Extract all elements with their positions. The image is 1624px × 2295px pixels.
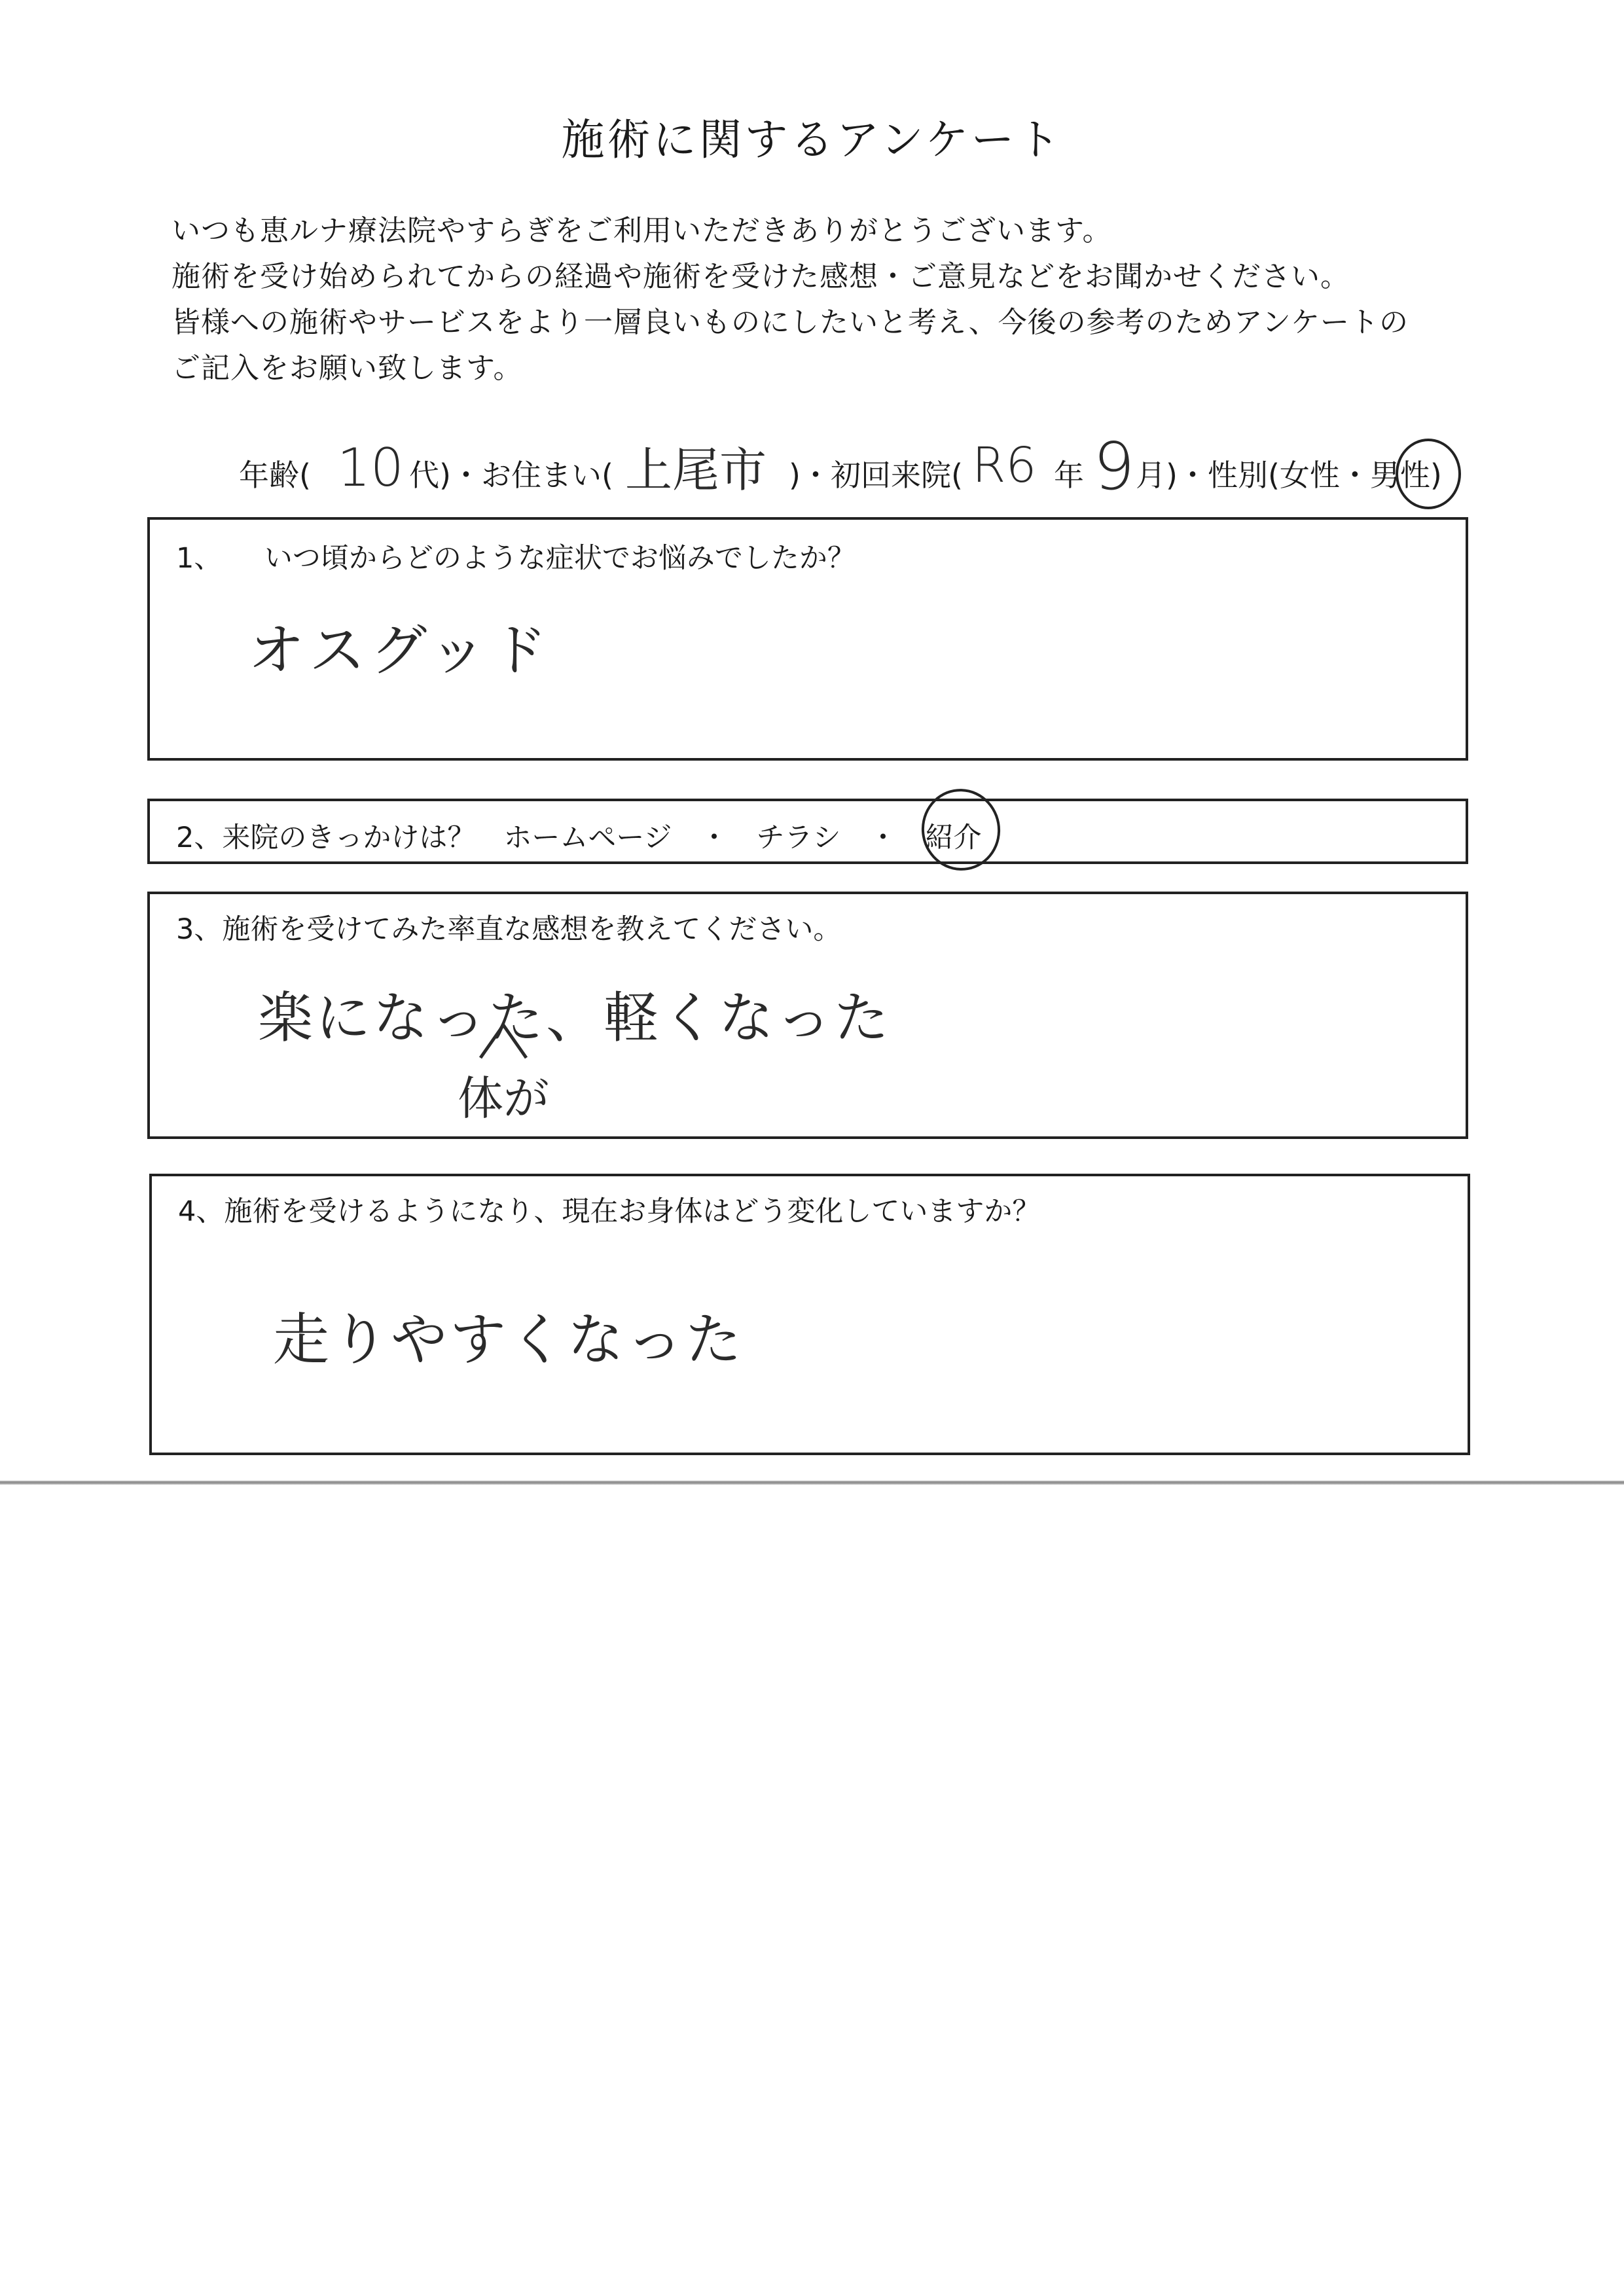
- question-3-answer[interactable]: 楽になった、軽くなった: [258, 986, 892, 1050]
- question-3-text: 3、施術を受けてみた率直な感想を教えてください。: [176, 913, 842, 946]
- intro-line-2: 施術を受け始められてからの経過や施術を受けた感想・ご意見などをお聞かせください。: [171, 260, 1350, 293]
- question-3-answer-insert[interactable]: 体が: [458, 1072, 549, 1125]
- insert-caret-mark: [477, 1019, 530, 1064]
- intro-line-4: ご記入をお願い致します。: [171, 352, 523, 385]
- residence-field[interactable]: 上尾市: [625, 443, 767, 497]
- month-gender-label: 月)・性別(女性・男性): [1136, 458, 1442, 493]
- question-3-box: [147, 892, 1468, 1139]
- question-4-text: 4、施術を受けるようになり、現在お身体はどう変化していますか？: [178, 1195, 1041, 1228]
- question-2-box: [147, 799, 1468, 864]
- intro-line-3: 皆様への施術やサービスをより一層良いものにしたいと考え、今後の参考のためアンケートの: [171, 306, 1409, 339]
- first-visit-label: )・初回来院(: [789, 458, 963, 493]
- intro-line-1: いつも恵ルナ療法院やすらぎをご利用いただきありがとうございます。: [171, 214, 1112, 247]
- gender-selection-circle[interactable]: [1396, 439, 1461, 509]
- page-title: 施術に関するアンケート: [561, 115, 1063, 165]
- question-4-answer[interactable]: 走りやすくなった: [273, 1307, 744, 1373]
- age-suffix-residence-label: 代)・お住まい(: [409, 458, 613, 493]
- question-1-answer[interactable]: オスグッド: [248, 618, 552, 683]
- question-1-text: 1、 いつ頃からどのような症状でお悩みでしたか？: [176, 542, 856, 575]
- question-4-box: [149, 1174, 1470, 1455]
- intro-text: [171, 208, 1546, 391]
- age-label: 年齢(: [239, 458, 311, 493]
- question-2-text: 2、来院のきっかけは？ ホームページ ・ チラシ ・ 紹介: [176, 822, 982, 854]
- question-1-box: [147, 517, 1468, 761]
- year-label: 年: [1054, 458, 1084, 493]
- era-field[interactable]: R6: [972, 437, 1037, 494]
- paper-fold-line: [0, 1481, 1624, 1485]
- age-field[interactable]: 10: [337, 437, 404, 498]
- month-field[interactable]: 9: [1093, 428, 1135, 505]
